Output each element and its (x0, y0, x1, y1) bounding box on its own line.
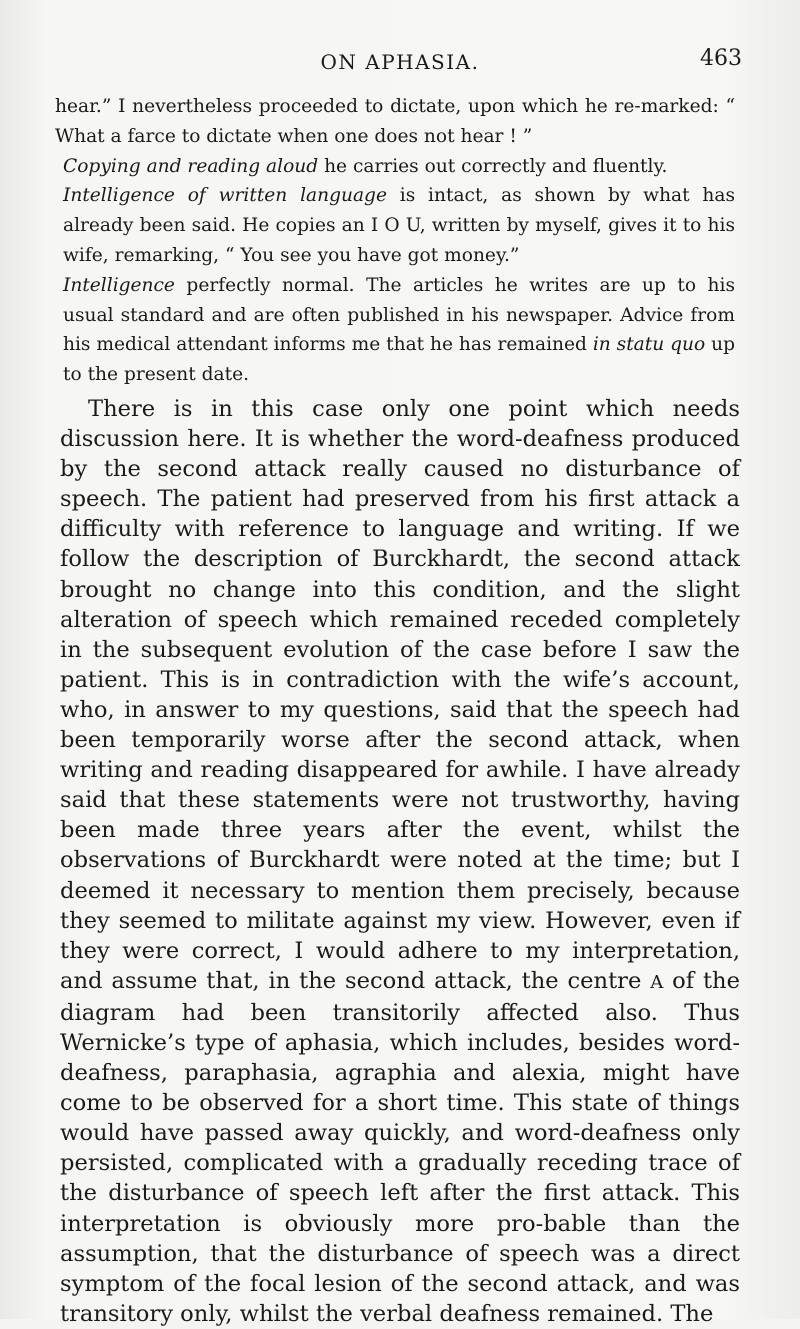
discussion-text-part2: of the diagram had been transitorily affected also. Thus Wernicke’s type of aphasia, which includes, besides word-deafness, paraphasia, agraphia and alexia, might have come to be observed for a short time. This state of things would have passed away quickly, and word-deafness only persisted, complicated with a gradually receding trace of the disturbance of speech left after the first attack. This interpretation is obviously more pro-bable than the assumption, that the disturbance of speech was a direct symptom of the focal lesion of the second attack, and was transitory only, whilst the verbal deafness remained. The (60, 967, 740, 1327)
paragraph-intelligence-text-b: up to the present date. (63, 334, 735, 386)
centre-letter: A (650, 971, 664, 993)
heading-intelligence: Intelligence (63, 274, 175, 296)
paragraph-written-language (55, 181, 735, 270)
paragraph-written-language-text: is intact, as shown by what has already been said. He copies an I O U, written by myself, gives it to his wife, remarking, “ You see you have got money.” (63, 185, 736, 266)
paragraph-intelligence (55, 271, 735, 390)
paragraph-intelligence-text-a: perfectly normal. The articles he writes are up to his usual standard and are often published in his newspaper. Advice from his medical attendant informs me that he has remained (63, 274, 735, 356)
paragraph-copying-text: he carries out correctly and fluently. (318, 155, 668, 177)
paragraph-hear-text: hear.” I nevertheless proceeded to dictate, upon which he re-marked: “ What a farce to dictate when one does not hear ! ” (55, 96, 735, 147)
running-head (0, 46, 800, 80)
paragraph-copying (55, 152, 735, 182)
case-notes-block (55, 92, 735, 390)
running-title: ON APHASIA. (320, 50, 480, 74)
paragraph-discussion (60, 394, 740, 1329)
paragraph-hear (55, 92, 735, 152)
page-number: 463 (700, 46, 742, 71)
discussion-block (60, 394, 740, 1329)
phrase-in-statu-quo: in statu quo (592, 334, 706, 356)
discussion-text-part1: There is in this case only one point which needs discussion here. It is whether the word-deafness produced by the second attack really caused no disturbance of speech. The patient had preserved from his first attack a difficulty with reference to language and writing. If we follow the description of Burckhardt, the second attack brought no change into this condition, and the slight alteration of speech which remained receded completely in the subsequent evolution of the case before I saw the patient. This is in contradiction with the wife’s account, who, in answer to my questions, said that the speech had been temporarily worse after the second attack, when writing and reading disappeared for awhile. I have already said that these statements were not trustworthy, having been made three years after the event, whilst the observations of Burckhardt were noted at the time; but I deemed it necessary to mention them precisely, because they seemed to militate against my view. However, even if they were correct, I would adhere to my interpretation, and assume that, in the second attack, the centre (60, 396, 740, 994)
heading-copying: Copying and reading aloud (63, 155, 319, 177)
heading-written-language: Intelligence of written language (63, 185, 387, 207)
